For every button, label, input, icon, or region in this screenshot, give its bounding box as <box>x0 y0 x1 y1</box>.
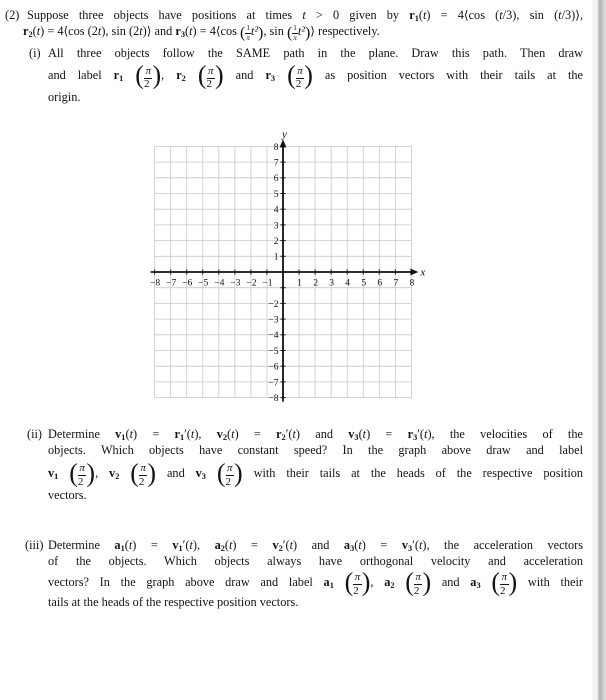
part-ii-line-2: objects. Which objects have constant speed? In the graph above draw and label <box>48 443 583 457</box>
svg-text:−4: −4 <box>214 277 225 289</box>
part-i-line-3: origin. <box>48 90 81 104</box>
svg-text:−4: −4 <box>268 330 279 342</box>
svg-text:6: 6 <box>273 173 279 185</box>
part-iii-line-2: of the objects. Which objects always have orthogonal velocity and acceleration <box>48 554 583 568</box>
svg-text:7: 7 <box>393 277 399 289</box>
svg-text:−7: −7 <box>166 277 177 289</box>
svg-text:−8: −8 <box>268 393 279 404</box>
part-iii-label: (iii) <box>25 537 44 552</box>
svg-text:8: 8 <box>273 141 279 153</box>
svg-text:3: 3 <box>273 220 279 232</box>
intro-line-1: Suppose three objects have positions at times t > 0 given by r1(t) = 4⟨cos (t/3), sin (t/3)⟩, <box>27 8 584 24</box>
part-ii-line-1: Determine v1(t) = r1′(t), v2(t) = r2′(t) and v3(t) = r3′(t), the velocities of the <box>48 426 583 442</box>
svg-text:x: x <box>420 266 426 279</box>
svg-text:8: 8 <box>409 277 415 289</box>
part-iii-line-3: vectors? In the graph above draw and label a1 ( $\frac{\pi}{2}$ ), a2 ( $\frac{\pi}{2}$ ) and a3 ( $\frac{\pi}{2}$ ) with their <box>48 567 584 597</box>
svg-text:−3: −3 <box>230 277 241 289</box>
svg-text:−5: −5 <box>198 277 209 289</box>
svg-text:−3: −3 <box>268 314 279 326</box>
part-ii-line-4: vectors. <box>48 487 87 502</box>
part-i-line-2: and label r1 ( $\frac{\pi}{2}$ ), r2 ( $\frac{\pi}{2}$ ) and r3 ( $\frac{\pi}{2}$ ) as position vectors with their tails at the <box>48 60 584 90</box>
svg-text:2: 2 <box>313 277 318 289</box>
part-i-line-1: All three objects follow the SAME path in the plane. Draw this path. Then draw <box>48 45 583 60</box>
part-iii-line-1: Determine a1(t) = v1′(t), a2(t) = v2′(t) and a3(t) = v3′(t), the acceleration vectors <box>48 537 583 553</box>
svg-text:−2: −2 <box>268 298 279 310</box>
svg-text:1: 1 <box>273 251 279 263</box>
part-iii-line-4: tails at the heads of the respective position vectors. <box>48 594 299 609</box>
svg-text:4: 4 <box>345 277 351 289</box>
page-edge-shadow <box>592 0 606 700</box>
svg-text:3: 3 <box>329 277 335 289</box>
intro-line-2: r2(t) = 4⟨cos (2t), sin (2t)⟩ and r3(t) = 4⟨cos ( $\frac{1}{\pi}$ t²), sin ( $\frac{1}{\pi}$ t²)⟩ respectively. <box>23 24 380 42</box>
part-i-label: (i) <box>29 45 41 60</box>
svg-text:6: 6 <box>377 277 383 289</box>
svg-text:−6: −6 <box>268 361 279 373</box>
part-ii-line-3: v1 ( $\frac{\pi}{2}$ ), v2 ( $\frac{\pi}{2}$ ) and v3 ( $\frac{\pi}{2}$ ) with their tails at the heads of the respective position <box>48 458 584 488</box>
svg-text:−1: −1 <box>262 277 273 289</box>
svg-text:7: 7 <box>273 157 279 169</box>
svg-text:y: y <box>282 128 287 141</box>
svg-text:5: 5 <box>361 277 367 289</box>
svg-text:4: 4 <box>273 204 279 216</box>
svg-text:2: 2 <box>273 236 279 247</box>
problem-intro <box>23 7 584 42</box>
grid-svg <box>140 125 440 425</box>
svg-text:−5: −5 <box>268 345 279 357</box>
svg-text:−7: −7 <box>268 377 279 389</box>
part-ii-label: (ii) <box>27 426 43 441</box>
svg-text:−6: −6 <box>182 277 193 289</box>
part-i <box>29 45 584 106</box>
svg-text:−2: −2 <box>246 277 257 289</box>
coordinate-grid <box>140 125 440 425</box>
svg-text:1: 1 <box>297 277 302 289</box>
problem-number: (2) <box>5 8 20 22</box>
part-ii <box>27 426 584 504</box>
svg-text:−8: −8 <box>149 277 161 289</box>
part-iii <box>25 537 584 611</box>
svg-text:5: 5 <box>273 188 279 200</box>
